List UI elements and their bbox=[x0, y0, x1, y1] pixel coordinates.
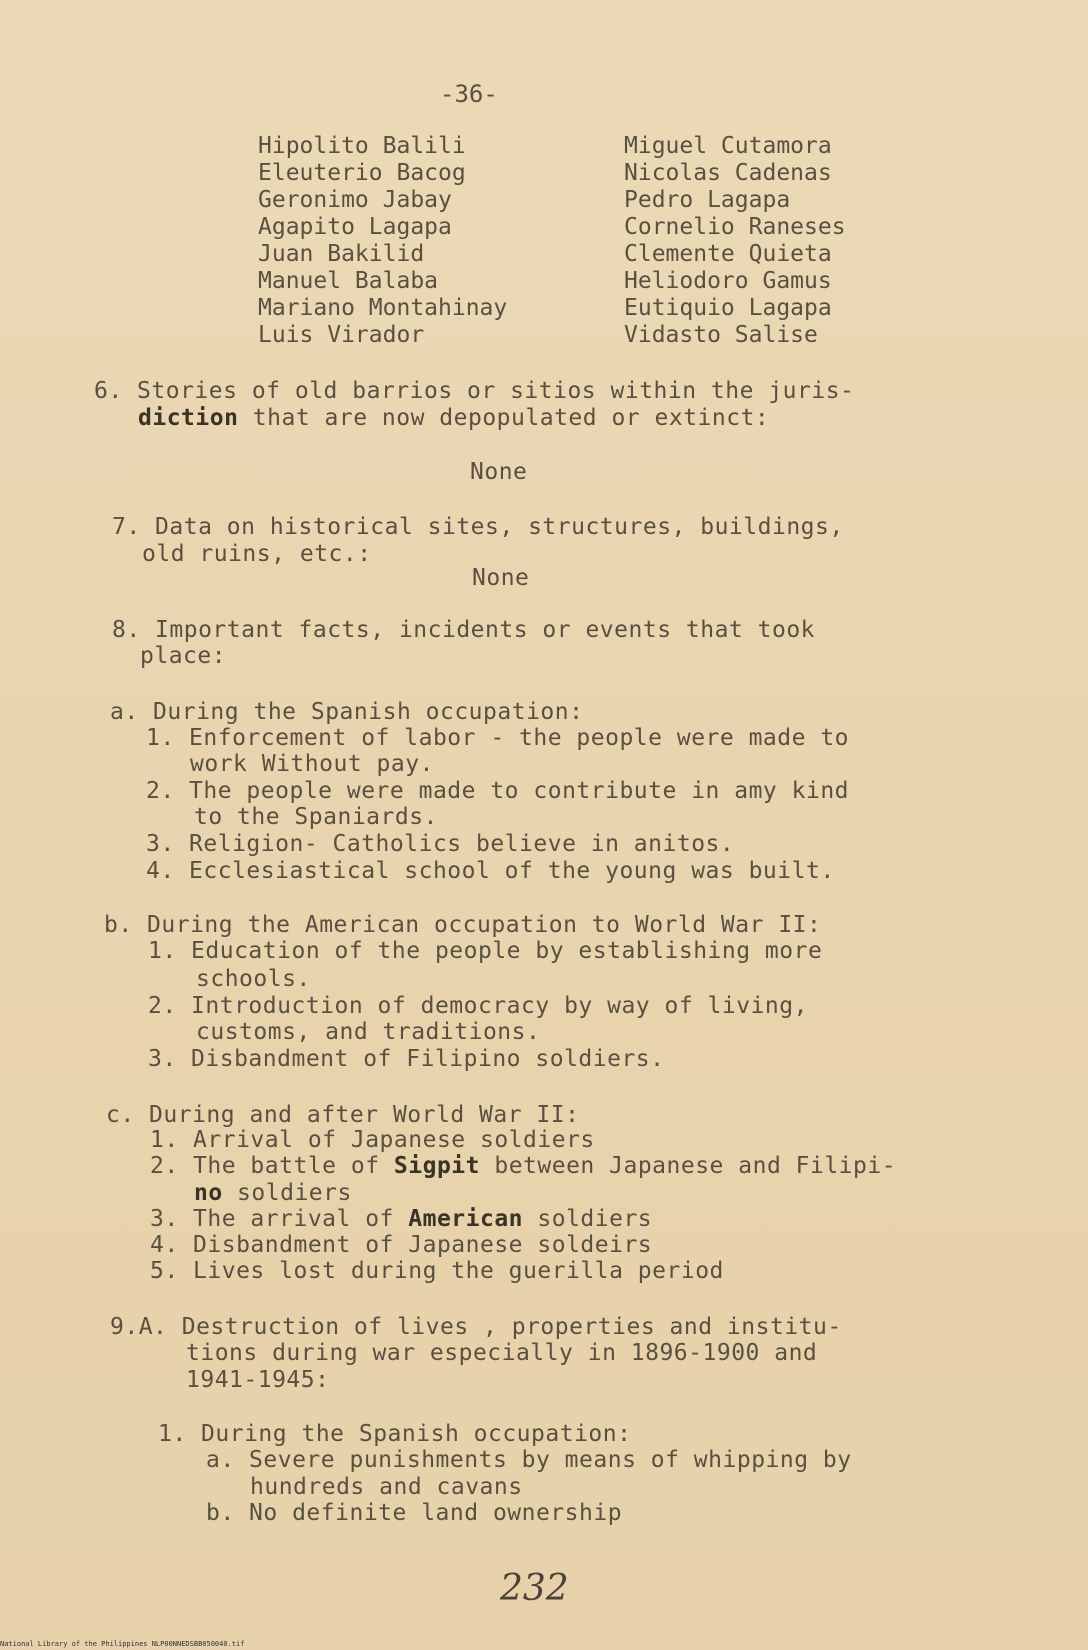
list-item: 4. Ecclesiastical school of the young was built. bbox=[146, 858, 835, 884]
list-item: 2. The people were made to contribute in amy kind bbox=[146, 778, 850, 804]
name-item: Eleuterio Bacog bbox=[258, 160, 466, 186]
page-number: -36- bbox=[440, 80, 498, 108]
list-item: hundreds and cavans bbox=[250, 1474, 523, 1500]
section-9-line-2: tions during war especially in 1896-1900 and bbox=[186, 1340, 818, 1366]
corrected-word: no bbox=[194, 1180, 223, 1206]
name-item: Nicolas Cadenas bbox=[624, 160, 832, 186]
list-item: 1. Education of the people by establishing more bbox=[148, 938, 823, 964]
list-item-text: between Japanese and Filipi- bbox=[480, 1153, 897, 1179]
list-item bbox=[194, 1180, 352, 1207]
list-item: 3. Disbandment of Filipino soldiers. bbox=[148, 1046, 665, 1072]
section-6-line-2-rest: that are now depopulated or extinct: bbox=[238, 405, 770, 431]
list-item: schools. bbox=[196, 966, 311, 992]
name-item: Mariano Montahinay bbox=[258, 295, 508, 321]
section-6-line-1: 6. Stories of old barrios or sitios within the juris- bbox=[94, 378, 855, 404]
list-item: b. No definite land ownership bbox=[206, 1500, 623, 1526]
list-item: to the Spaniards. bbox=[194, 804, 438, 830]
subsection-c-heading: c. During and after World War II: bbox=[106, 1102, 580, 1128]
list-item-text: 3. The arrival of bbox=[150, 1206, 409, 1232]
name-item: Geronimo Jabay bbox=[258, 187, 452, 213]
section-7-answer: None bbox=[472, 565, 530, 591]
list-item bbox=[150, 1206, 652, 1233]
name-item: Manuel Balaba bbox=[258, 268, 439, 294]
section-8-line-1: 8. Important facts, incidents or events that took bbox=[112, 617, 816, 643]
footer-caption: National Library of the Philippines NLP00NNEDSBB050040.tif bbox=[0, 1640, 245, 1648]
section-9-line-3: 1941-1945: bbox=[186, 1367, 330, 1393]
list-item: 1. Enforcement of labor - the people were made to bbox=[146, 725, 850, 751]
list-item: 5. Lives lost during the guerilla period bbox=[150, 1258, 724, 1284]
names-left-column bbox=[258, 133, 507, 349]
corrected-word: Sigpit bbox=[393, 1153, 480, 1179]
section-6-line-2 bbox=[138, 405, 769, 432]
name-item: Heliodoro Gamus bbox=[624, 268, 832, 294]
handwritten-page-number: 232 bbox=[500, 1568, 569, 1609]
subsection-b-heading: b. During the American occupation to World War II: bbox=[104, 912, 822, 938]
name-item: Agapito Lagapa bbox=[258, 214, 452, 240]
list-item: 3. Religion- Catholics believe in anitos. bbox=[146, 831, 735, 857]
list-item: work Without pay. bbox=[190, 751, 434, 777]
name-item: Pedro Lagapa bbox=[624, 187, 791, 213]
section-9-line-1: 9.A. Destruction of lives , properties and institu- bbox=[110, 1314, 842, 1340]
corrected-word: diction bbox=[138, 405, 239, 431]
list-item bbox=[150, 1153, 896, 1180]
name-item: Hipolito Balili bbox=[258, 133, 466, 159]
section-6-answer: None bbox=[470, 459, 528, 485]
section-8-line-2: place: bbox=[140, 643, 227, 669]
list-item: customs, and traditions. bbox=[196, 1019, 541, 1045]
names-right-column bbox=[624, 133, 846, 349]
name-item: Vidasto Salise bbox=[624, 322, 818, 348]
corrected-word: American bbox=[408, 1206, 524, 1232]
subsection-a-heading: a. During the Spanish occupation: bbox=[110, 699, 584, 725]
name-item: Clemente Quieta bbox=[624, 241, 832, 267]
name-item: Luis Virador bbox=[258, 322, 425, 348]
name-item: Miguel Cutamora bbox=[624, 133, 832, 159]
name-item: Eutiquio Lagapa bbox=[624, 295, 832, 321]
section-9-subheading: 1. During the Spanish occupation: bbox=[158, 1421, 632, 1447]
list-item-text: soldiers bbox=[222, 1180, 352, 1206]
section-7-line-2: old ruins, etc.: bbox=[142, 541, 372, 567]
section-7-line-1: 7. Data on historical sites, structures, buildings, bbox=[112, 514, 844, 540]
list-item-text: 2. The battle of bbox=[150, 1153, 394, 1179]
list-item-text: soldiers bbox=[523, 1206, 653, 1232]
list-item: 2. Introduction of democracy by way of living, bbox=[148, 993, 808, 1019]
list-item: 1. Arrival of Japanese soldiers bbox=[150, 1127, 595, 1153]
list-item: 4. Disbandment of Japanese soldeirs bbox=[150, 1232, 653, 1258]
list-item: a. Severe punishments by means of whipping by bbox=[206, 1447, 852, 1473]
name-item: Juan Bakilid bbox=[258, 241, 425, 267]
name-item: Cornelio Raneses bbox=[624, 214, 846, 240]
